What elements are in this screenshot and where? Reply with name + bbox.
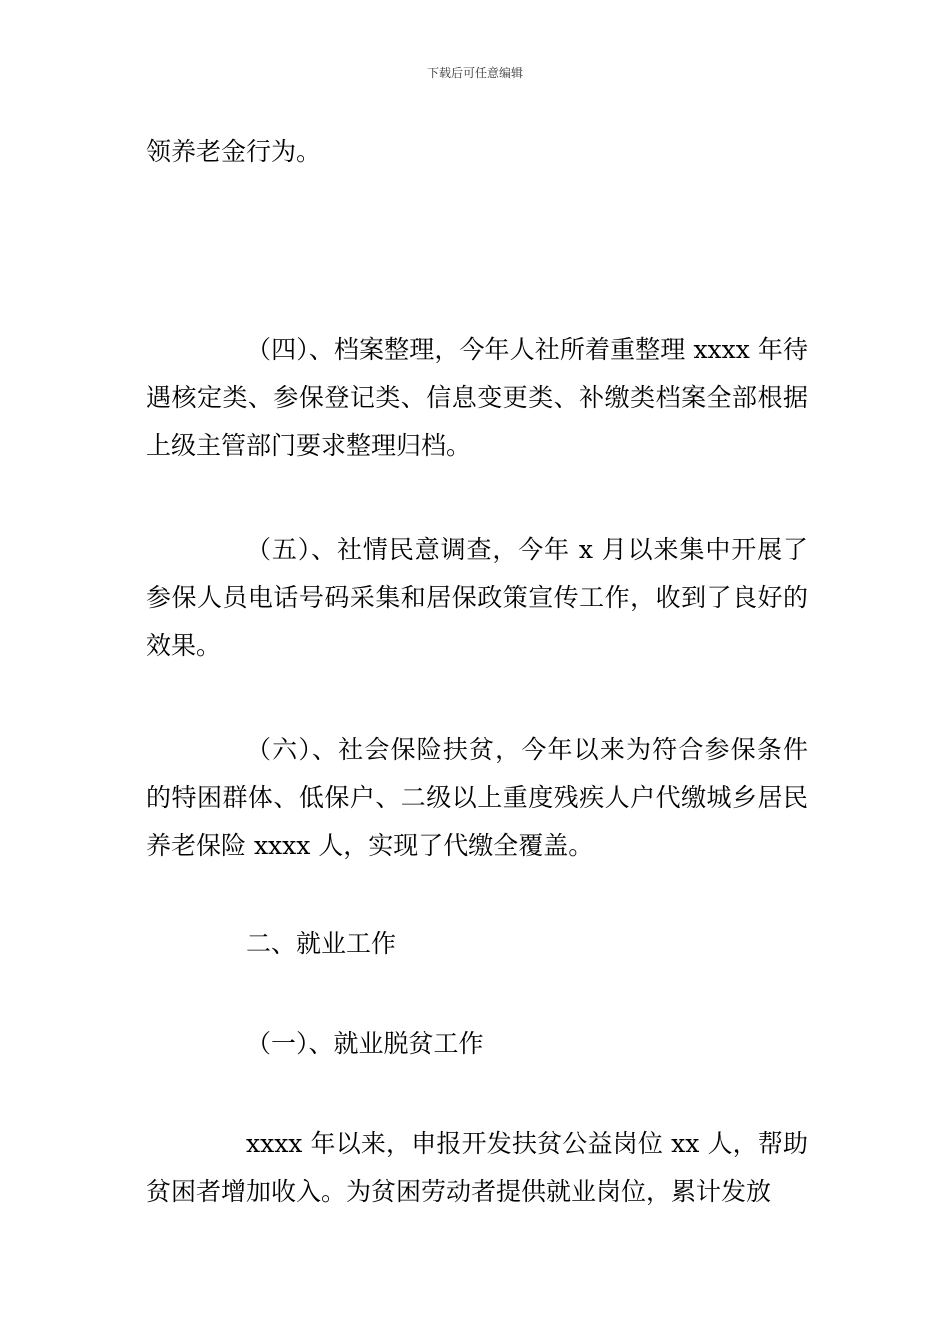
paragraph-archive-management: （四）、档案整理，今年人社所着重整理 xxxx 年待遇核定类、参保登记类、信息变更类、补缴类档案全部根据上级主管部门要求整理归档。 xyxy=(146,335,808,460)
subsection-heading-employment-poverty: （一）、就业脱贫工作 xyxy=(246,1029,484,1058)
page-header: 下载后可任意编辑 xyxy=(426,66,523,80)
section-heading-employment: 二、就业工作 xyxy=(246,929,397,958)
paragraph-continuation: 领养老金行为。 xyxy=(146,137,322,166)
paragraph-employment-poverty: xxxx 年以来，申报开发扶贫公益岗位 xx 人，帮助贫困者增加收入。为贫困劳动者提供就业岗位，累计发放 xyxy=(146,1129,808,1206)
paragraph-public-opinion-survey: （五）、社情民意调查，今年 x 月以来集中开展了参保人员电话号码采集和居保政策宣传工作，收到了良好的效果。 xyxy=(146,535,808,660)
paragraph-social-insurance-poverty: （六）、社会保险扶贫，今年以来为符合参保条件的特困群体、低保户、二级以上重度残疾人户代缴城乡居民养老保险 xxxx 人，实现了代缴全覆盖。 xyxy=(146,735,808,860)
